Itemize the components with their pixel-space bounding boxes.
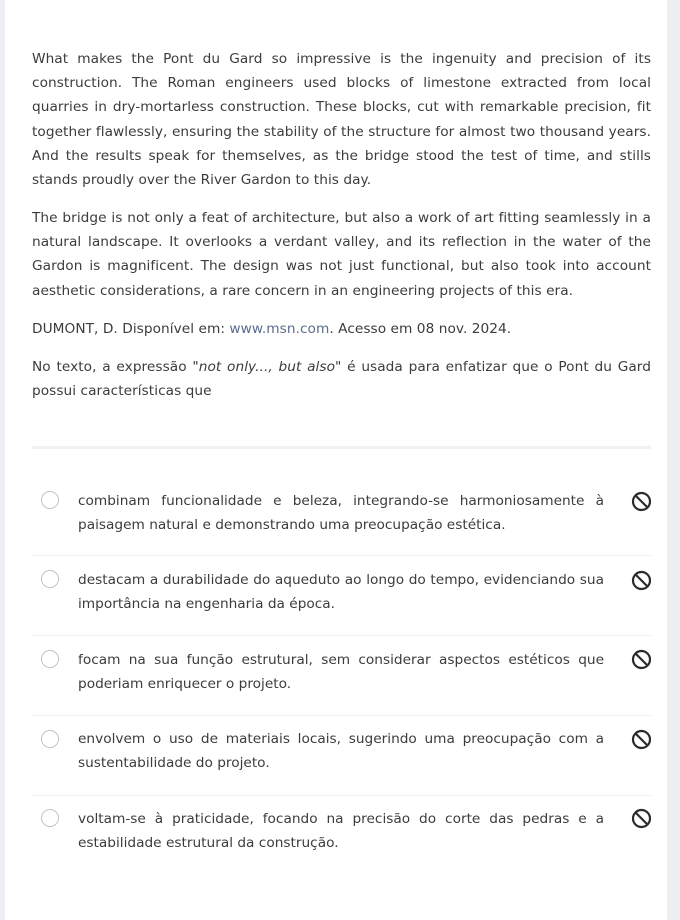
question-prompt xyxy=(32,355,651,403)
passage-paragraph-1: What makes the Pont du Gard so impressive is the ingenuity and precision of its construction. The Roman engineers used blocks of limestone extracted from local quarries in dry-mortarless construction. These blocks, cut with remarkable precision, fit together flawlessly, ensuring the stability of the structure for almost two thousand years. And the results speak for themselves, as the bridge stood the test of time, and stills stands proudly over the River Gardon to this day. xyxy=(32,51,651,189)
ban-icon[interactable] xyxy=(631,729,652,750)
option-a[interactable] xyxy=(32,476,651,556)
option-text[interactable]: combinam funcionalidade e beleza, integrando-se harmoniosamente à paisagem natural e demonstrando uma preocupação estética. xyxy=(78,493,604,534)
radio-circle-icon[interactable] xyxy=(41,809,59,827)
ban-icon[interactable] xyxy=(631,491,652,512)
option-b[interactable] xyxy=(32,556,651,636)
source-citation xyxy=(32,317,651,341)
ban-icon[interactable] xyxy=(631,649,652,670)
radio-circle-icon[interactable] xyxy=(41,730,59,748)
ban-icon[interactable] xyxy=(631,570,652,591)
ban-icon[interactable] xyxy=(631,808,652,829)
radio-circle-icon[interactable] xyxy=(41,570,59,588)
passage-paragraph-2: The bridge is not only a feat of architecture, but also a work of art fitting seamlessly in a natural landscape. It overlooks a verdant valley, and its reflection in the water of the Gardon is magnificent. The design was not just functional, but also took into account aesthetic considerations, a rare concern in an engineering projects of this era. xyxy=(32,210,651,299)
question-card xyxy=(5,0,667,920)
option-d[interactable] xyxy=(32,716,651,796)
source-prefix: DUMONT, D. Disponível em: xyxy=(32,321,230,337)
divider xyxy=(32,446,651,449)
source-suffix: . Acesso em 08 nov. 2024. xyxy=(329,321,512,337)
option-e[interactable] xyxy=(32,796,651,876)
radio-circle-icon[interactable] xyxy=(41,491,59,509)
radio-circle-icon[interactable] xyxy=(41,650,59,668)
question-emphasis: not only..., but also xyxy=(198,359,336,375)
question-prefix: No texto, a expressão " xyxy=(32,359,199,375)
option-text[interactable]: destacam a durabilidade do aqueduto ao longo do tempo, evidenciando sua importância na engenharia da época. xyxy=(78,572,604,613)
option-text[interactable]: focam na sua função estrutural, sem considerar aspectos estéticos que poderiam enriquecer o projeto. xyxy=(78,652,604,693)
option-text[interactable]: envolvem o uso de materiais locais, sugerindo uma preocupação com a sustentabilidade do projeto. xyxy=(78,731,604,772)
question-suffix: " é usada para enfatizar que o Pont du Gard possui características que xyxy=(32,359,651,400)
source-link[interactable]: www.msn.com xyxy=(229,321,330,337)
option-text[interactable]: voltam-se à praticidade, focando na precisão do corte das pedras e a estabilidade estrutural da construção. xyxy=(78,811,604,852)
option-c[interactable] xyxy=(32,636,651,716)
